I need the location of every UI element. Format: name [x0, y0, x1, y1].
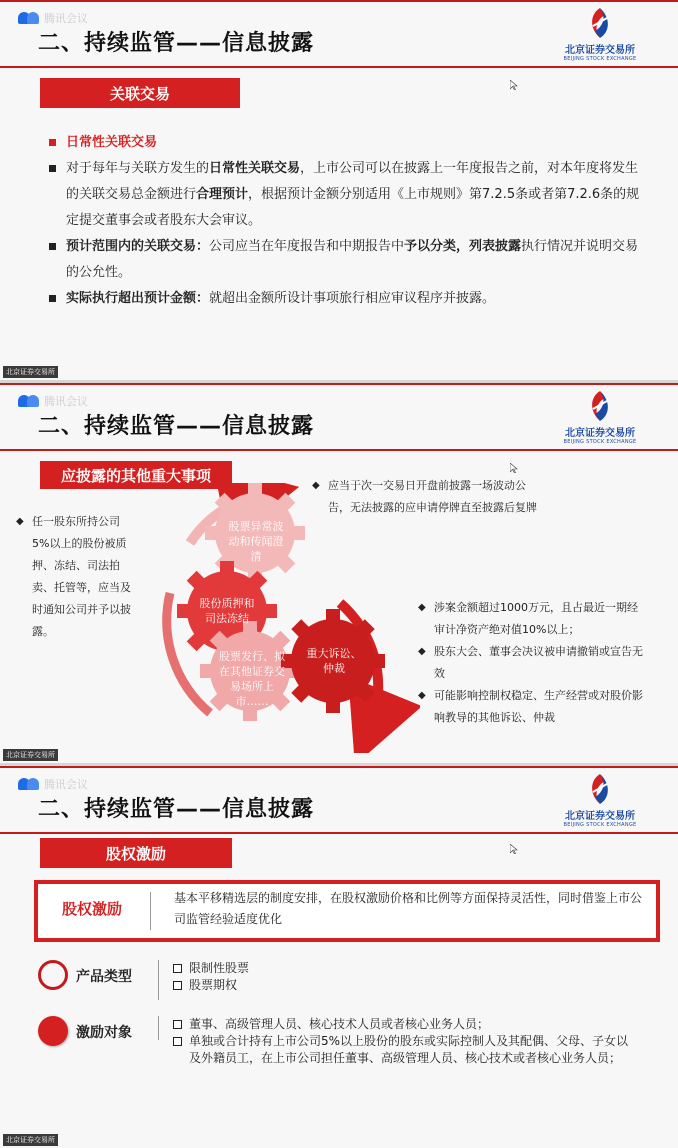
top-accent-line	[0, 766, 678, 768]
related-transaction-list	[48, 130, 648, 312]
bse-en-name: BEIJING STOCK EXCHANGE	[563, 56, 637, 62]
bse-cn-name: 北京证券交易所	[565, 428, 635, 439]
right-bullet-text: ◆ 可能影响控制权稳定、生产经营或对股价影响教导的其他诉讼、仲裁	[418, 685, 648, 729]
target-label: 激励对象	[76, 1025, 132, 1041]
row-divider	[158, 960, 159, 1000]
list-item: 单独或合计持有上市公司5%以上股份的股东或实际控制人及其配偶、父母、子女以及外籍员工，在上市公司担任董事、高级管理人员、核心技术或者核心业务人员；	[171, 1033, 631, 1067]
tencent-meeting-watermark	[18, 776, 88, 792]
list-item: 股票期权	[171, 977, 249, 994]
title-underline	[0, 66, 678, 68]
target-list	[171, 1016, 631, 1067]
top-accent-line	[0, 0, 678, 2]
slide-related-transactions	[0, 0, 678, 380]
product-type-list	[171, 960, 249, 994]
slide-other-major-matters	[0, 383, 678, 763]
section-banner: 关联交易	[40, 78, 240, 108]
target-row	[38, 1016, 631, 1067]
slide-title: 二、持续监管——信息披露	[38, 414, 315, 439]
tencent-meeting-logo-icon	[18, 12, 40, 24]
tencent-brand-text: 腾讯会议	[44, 778, 88, 791]
mouse-cursor-icon	[510, 80, 518, 90]
title-underline	[0, 449, 678, 451]
definition-text: 基本平移精选层的制度安排，在股权激励价格和比例等方面保持灵活性，同时借鉴上市公司监管经验适度优化	[174, 891, 643, 926]
definition-divider	[150, 892, 151, 930]
section-banner: 股权激励	[40, 838, 232, 868]
bse-emblem-icon	[585, 6, 615, 40]
section-banner: 应披露的其他重大事项	[40, 461, 232, 489]
product-type-row	[38, 960, 249, 1000]
left-bullet-text: ◆ 任一股东所持公司5%以上的股份被质押、冻结、司法拍卖、托管等，应当及时通知公司并予以披露。	[16, 511, 136, 643]
top-bullet	[312, 475, 544, 519]
footer-tag: 北京证券交易所	[3, 1134, 58, 1146]
tencent-brand-text: 腾讯会议	[44, 12, 88, 25]
mouse-cursor-icon	[510, 463, 518, 473]
definition-box	[34, 880, 660, 942]
right-bullets	[418, 597, 648, 729]
title-underline	[0, 832, 678, 834]
tencent-meeting-logo-icon	[18, 395, 40, 407]
left-bullet	[16, 511, 136, 643]
tencent-meeting-logo-icon	[18, 778, 40, 790]
top-accent-line	[0, 383, 678, 385]
slide-title: 二、持续监管——信息披露	[38, 797, 315, 822]
filled-circle-icon	[38, 1016, 68, 1046]
bse-cn-name: 北京证券交易所	[565, 811, 635, 822]
row-divider	[158, 1016, 159, 1040]
product-type-label: 产品类型	[76, 969, 132, 985]
mouse-cursor-icon	[510, 844, 518, 854]
footer-tag: 北京证券交易所	[3, 366, 58, 378]
tencent-brand-text: 腾讯会议	[44, 395, 88, 408]
bse-logo	[560, 6, 640, 62]
bse-logo	[560, 772, 640, 828]
bse-en-name: BEIJING STOCK EXCHANGE	[563, 822, 637, 828]
tencent-meeting-watermark	[18, 393, 88, 409]
top-bullet-text: ◆ 应当于次一交易日开盘前披露一场波动公告，无法披露的应申请停牌直至披露后复牌	[312, 475, 544, 519]
bse-en-name: BEIJING STOCK EXCHANGE	[563, 439, 637, 445]
list-item: 限制性股票	[171, 960, 249, 977]
hollow-circle-icon	[38, 960, 68, 990]
gear-left-label: 股份质押和司法冻结	[199, 597, 255, 625]
list-heading: 日常性关联交易	[48, 130, 648, 156]
list-item: 实际执行超出预计金额：就超出金额所设计事项旅行相应审议程序并披露。	[48, 286, 648, 312]
list-item: 对于每年与关联方发生的日常性关联交易，上市公司可以在披露上一年度报告之前，对本年度将发生的关联交易总金额进行合理预计，根据预计金额分别适用《上市规则》第7.2.5条或者第7.2.6条的规定提交董事会或者股东大会审议。	[48, 156, 648, 234]
bse-cn-name: 北京证券交易所	[565, 45, 635, 56]
list-item: 董事、高级管理人员、核心技术人员或者核心业务人员；	[171, 1016, 631, 1033]
right-bullet-text: ◆ 股东大会、董事会决议被申请撤销或宣告无效	[418, 641, 648, 685]
gear-top-label: 股票异常波动和传闻澄清	[228, 520, 284, 563]
bse-logo	[560, 389, 640, 445]
bse-emblem-icon	[585, 389, 615, 423]
tencent-meeting-watermark	[18, 10, 88, 26]
footer-tag: 北京证券交易所	[3, 749, 58, 761]
bse-emblem-icon	[585, 772, 615, 806]
gear-right-label: 重大诉讼、仲裁	[306, 647, 362, 675]
slide-title: 二、持续监管——信息披露	[38, 31, 315, 56]
definition-label: 股权激励	[62, 900, 123, 918]
right-bullet-text: ◆ 涉案金额超过1000万元，且占最近一期经审计净资产绝对值10%以上；	[418, 597, 648, 641]
slide-equity-incentive	[0, 766, 678, 1148]
gear-bottom-label: 股票发行、拟在其他证券交易场所上市……	[219, 650, 285, 708]
list-item: 预计范围内的关联交易：公司应当在年度报告和中期报告中予以分类，列表披露执行情况并说明交易的公允性。	[48, 234, 648, 286]
